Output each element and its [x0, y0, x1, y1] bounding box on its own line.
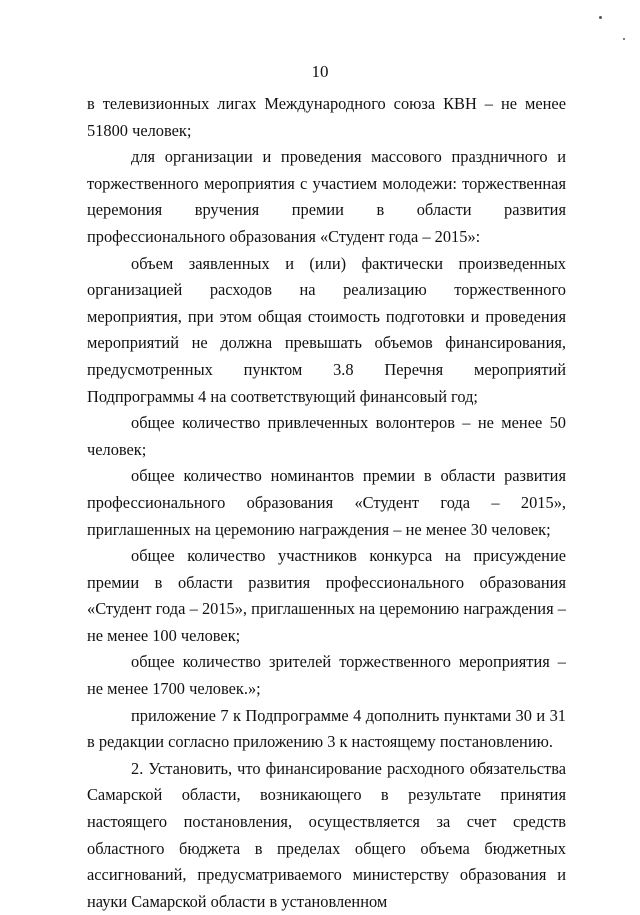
- paragraph: 2. Установить, что финансирование расходного обязательства Самарской области, возникающего в результате принятия настоящего постановления, осуществляется за счет средств областного бюджета в пределах общего объема бюджетных ассигнований, предусматриваемого министерству образования и науки Самарской области в установленном: [87, 758, 566, 911]
- document-body: [87, 91, 566, 915]
- paragraph: для организации и проведения массового праздничного и торжественного мероприятия с участием молодежи: торжественная церемония вручения премии в области развития профессионального образования «Студент года – 2015»:: [87, 147, 566, 246]
- paragraph: общее количество привлеченных волонтеров – не менее 50 человек;: [87, 413, 566, 459]
- paragraph: общее количество номинантов премии в области развития профессионального образования «Студент года – 2015», приглашенных на церемонию награждения – не менее 30 человек;: [87, 466, 566, 539]
- paragraph: общее количество участников конкурса на присуждение премии в области развития профессионального образования «Студент года – 2015», приглашенных на церемонию награждения – не менее 100 человек;: [87, 546, 566, 645]
- page-number: 10: [311, 62, 329, 81]
- scan-speck: [623, 38, 625, 40]
- scan-speck: [599, 16, 602, 19]
- paragraph: объем заявленных и (или) фактически произведенных организацией расходов на реализацию торжественного мероприятия, при этом общая стоимость подготовки и проведения мероприятий не должна превышать объемов финансирования, предусмотренных пунктом 3.8 Перечня мероприятий Подпрограммы 4 на соответствующий финансовый год;: [87, 253, 566, 406]
- paragraph: общее количество зрителей торжественного мероприятия – не менее 1700 человек.»;: [87, 652, 566, 699]
- paragraph: приложение 7 к Подпрограмме 4 дополнить пунктами 30 и 31 в редакции согласно приложению 3 к настоящему постановлению.: [87, 705, 566, 752]
- paragraph: в телевизионных лигах Международного союза КВН – не менее 51800 человек;: [87, 94, 566, 140]
